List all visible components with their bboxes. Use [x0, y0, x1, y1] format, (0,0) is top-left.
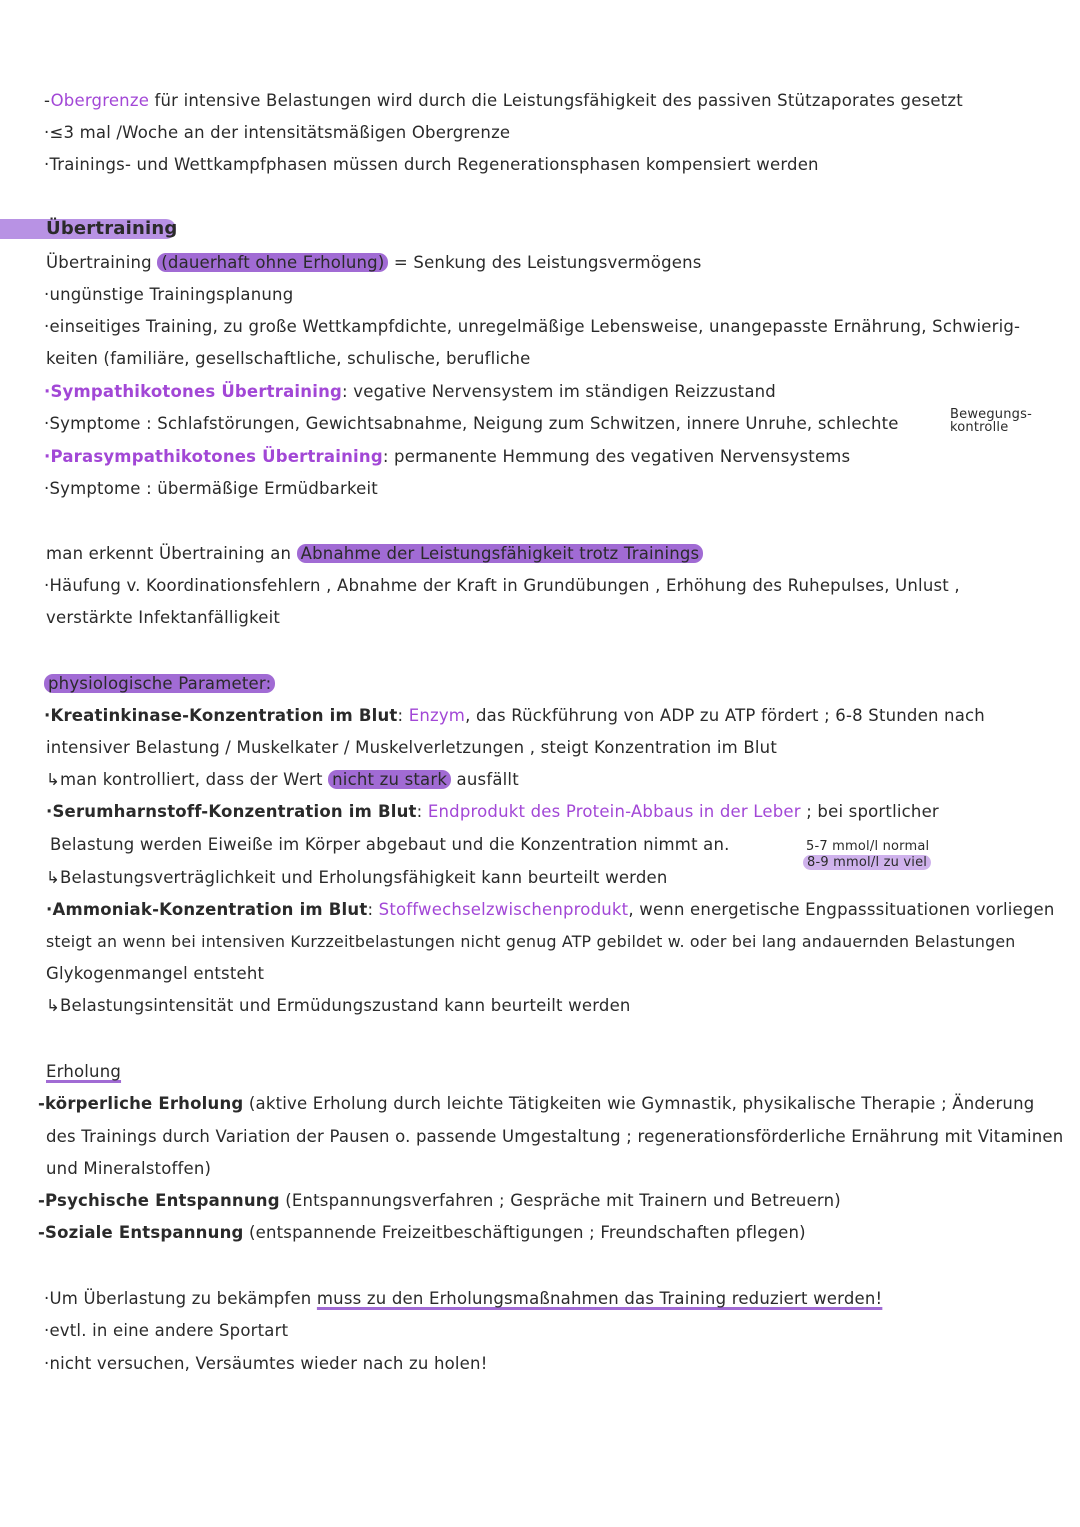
value-normal: 5-7 mmol/l normal — [806, 839, 930, 854]
line-ammoniak-4: ↳Belastungsintensität und Ermüdungszustand kann beurteilt werden — [46, 996, 631, 1015]
line-koerperlich: -körperliche Erholung (aktive Erholung durch leichte Tätigkeiten wie Gymnastik, physikalische Therapie ; Änderung — [38, 1094, 1035, 1113]
line-frequency: ·≤3 mal /Woche an der intensitätsmäßigen Obergrenze — [44, 123, 511, 142]
line-kreatinkinase-3: ↳man kontrolliert, dass der Wert nicht zu stark ausfällt — [46, 770, 519, 789]
line-koerperlich-3: und Mineralstoffen) — [46, 1159, 212, 1178]
line-kreatinkinase: ·Kreatinkinase-Konzentration im Blut: Enzym, das Rückführung von ADP zu ATP fördert ; 6-8 Stunden nach — [44, 706, 985, 725]
line-parasympathikoton: ·Parasympathikotones Übertraining: permanente Hemmung des vegativen Nervensystems — [44, 447, 851, 466]
note-bewegungs: Bewegungs- — [950, 407, 1032, 422]
value-too-much: 8-9 mmol/l zu viel — [803, 856, 1003, 869]
line-regeneration: ·Trainings- und Wettkampfphasen müssen durch Regenerationsphasen kompensiert werden — [44, 155, 819, 174]
term-serumharnstoff: ·Serumharnstoff-Konzentration im Blut — [46, 802, 417, 821]
note-kontrolle: kontrolle — [950, 420, 1009, 435]
line-koerperlich-2: des Trainings durch Variation der Pausen o. passende Umgestaltung ; regenerationsförderliche Ernährung mit Vitaminen — [46, 1127, 1064, 1146]
term-kreatinkinase: ·Kreatinkinase-Konzentration im Blut — [44, 706, 398, 725]
highlight-nicht-zu-stark: nicht zu stark — [328, 770, 451, 789]
line-kreatinkinase-2: intensiver Belastung / Muskelkater / Muskelverletzungen , steigt Konzentration im Blut — [46, 738, 777, 757]
line-ammoniak: ·Ammoniak-Konzentration im Blut: Stoffwechselzwischenprodukt, wenn energetische Engpasssituationen vorliegen — [46, 900, 1055, 919]
keyword-obergrenze: Obergrenze — [50, 91, 150, 110]
heading-erholung: Erholung — [46, 1062, 122, 1081]
term-sozial: -Soziale Entspannung — [38, 1223, 244, 1242]
line-sozial: -Soziale Entspannung (entspannende Freizeitbeschäftigungen ; Freundschaften pflegen) — [38, 1223, 806, 1242]
term-koerperlich: -körperliche Erholung — [38, 1094, 244, 1113]
line-closing-2: ·evtl. in eine andere Sportart — [44, 1321, 289, 1340]
term-ammoniak: ·Ammoniak-Konzentration im Blut — [46, 900, 368, 919]
line-serumharnstoff: ·Serumharnstoff-Konzentration im Blut: Endprodukt des Protein-Abbaus in der Leber ; bei sportlicher — [46, 802, 939, 821]
highlight-dauerhaft: (dauerhaft ohne Erholung) — [157, 253, 388, 272]
line-cause-planning: ·ungünstige Trainingsplanung — [44, 285, 294, 304]
underline-reduce-training: muss zu den Erholungsmaßnahmen das Training reduziert werden! — [316, 1289, 883, 1308]
line-definition: Übertraining (dauerhaft ohne Erholung) = Senkung des Leistungsvermögens — [46, 253, 702, 272]
line-serumharnstoff-3: ↳Belastungsverträglichkeit und Erholungsfähigkeit kann beurteilt werden — [46, 868, 668, 887]
line-psychisch: -Psychische Entspannung (Entspannungsverfahren ; Gespräche mit Trainern und Betreuern) — [38, 1191, 841, 1210]
heading-uebertraining: Übertraining — [46, 218, 178, 239]
term-parasympathikoton: ·Parasympathikotones Übertraining — [44, 447, 383, 466]
line-cause-list-cont: keiten (familiäre, gesellschaftliche, schulische, berufliche — [46, 349, 531, 368]
line-ammoniak-2: steigt an wenn bei intensiven Kurzzeitbelastungen nicht genug ATP gebildet w. oder bei lang andauernden Belastungen — [46, 932, 1016, 951]
line-ammoniak-3: Glykogenmangel entsteht — [46, 964, 265, 983]
term-psychisch: -Psychische Entspannung — [38, 1191, 280, 1210]
term-sympathikoton: ·Sympathikotones Übertraining — [44, 382, 343, 401]
line-recognition-signs: ·Häufung v. Koordinationsfehlern , Abnahme der Kraft in Grundübungen , Erhöhung des Ruhepulses, Unlust , — [44, 576, 960, 595]
line-closing-3: ·nicht versuchen, Versäumtes wieder nach zu holen! — [44, 1354, 488, 1373]
heading-parameter: physiologische Parameter: — [44, 673, 1080, 695]
line-recognition: man erkennt Übertraining an Abnahme der Leistungsfähigkeit trotz Trainings — [46, 543, 1080, 565]
line-obergrenze: -Obergrenze für intensive Belastungen wird durch die Leistungsfähigkeit des passiven Stützaporates gesetzt — [44, 91, 963, 110]
line-cause-list: ·einseitiges Training, zu große Wettkampfdichte, unregelmäßige Lebensweise, unangepasste Ernährung, Schwierig- — [44, 317, 1021, 336]
line-serumharnstoff-2: Belastung werden Eiweiße im Körper abgebaut und die Konzentration nimmt an. — [50, 835, 730, 854]
highlight-abnahme: Abnahme der Leistungsfähigkeit trotz Trainings — [297, 544, 704, 563]
line-recognition-signs-cont: verstärkte Infektanfälligkeit — [46, 608, 281, 627]
line-para-symptoms: ·Symptome : übermäßige Ermüdbarkeit — [44, 479, 378, 498]
line-closing-1: ·Um Überlastung zu bekämpfen muss zu den Erholungsmaßnahmen das Training reduziert werden! — [44, 1289, 883, 1308]
line-sympathikoton: ·Sympathikotones Übertraining: vegative Nervensystem im ständigen Reizzustand — [44, 382, 776, 401]
line-sym-symptoms: ·Symptome : Schlafstörungen, Gewichtsabnahme, Neigung zum Schwitzen, innere Unruhe, schlechte — [44, 414, 899, 433]
